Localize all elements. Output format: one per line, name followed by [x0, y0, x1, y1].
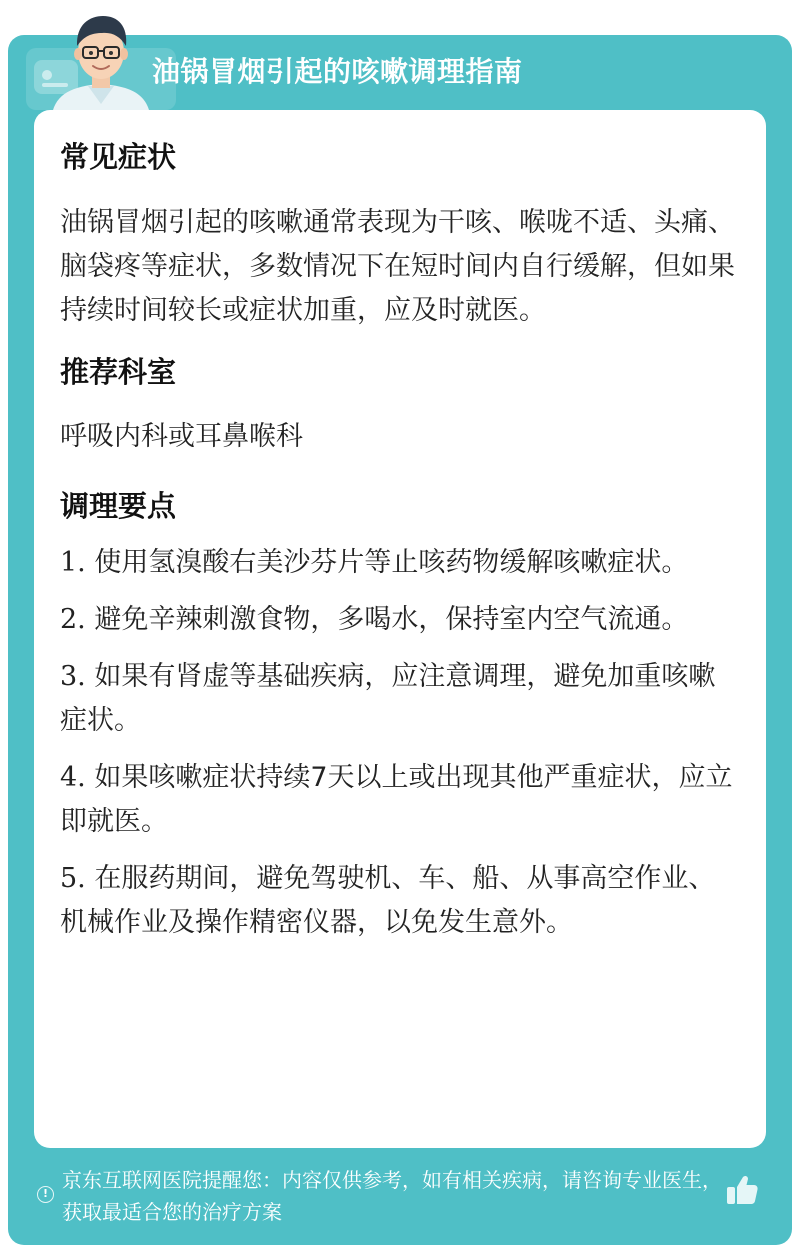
page-title: 油锅冒烟引起的咳嗽调理指南 — [152, 55, 523, 88]
symptoms-text: 油锅冒烟引起的咳嗽通常表现为干咳、喉咙不适、头痛、脑袋疼等症状，多数情况下在短时间内自行缓解，但如果持续时间较长或症状加重，应及时就医。 — [60, 207, 735, 326]
list-item — [60, 857, 740, 945]
list-item — [60, 598, 740, 642]
list-item-number: 5. — [60, 863, 86, 894]
list-item-text: 如果咳嗽症状持续7天以上或出现其他严重症状，应立即就医。 — [60, 762, 733, 837]
care-heading: 调理要点 — [60, 489, 177, 523]
list-item-text: 在服药期间，避免驾驶机、车、船、从事高空作业、机械作业及操作精密仪器，以免发生意外。 — [60, 863, 716, 938]
symptoms-heading: 常见症状 — [60, 140, 177, 174]
info-icon: ! — [37, 1186, 54, 1203]
disclaimer-text: 京东互联网医院提醒您：内容仅供参考，如有相关疾病，请咨询专业医生，获取最适合您的治疗方案 — [62, 1168, 722, 1224]
list-item — [60, 655, 740, 743]
list-item-number: 1. — [60, 547, 86, 578]
thumbs-up-icon[interactable] — [724, 1172, 760, 1208]
list-item — [60, 541, 740, 585]
list-item-text: 如果有肾虚等基础疾病，应注意调理，避免加重咳嗽症状。 — [60, 661, 716, 736]
list-item-text: 使用氢溴酸右美沙芬片等止咳药物缓解咳嗽症状。 — [94, 547, 689, 578]
list-item — [60, 756, 740, 844]
doctor-avatar-icon — [48, 6, 154, 114]
care-list — [60, 541, 740, 945]
list-item-text: 避免辛辣刺激食物，多喝水，保持室内空气流通。 — [94, 604, 689, 635]
content-card — [34, 110, 766, 1148]
list-item-number: 2. — [60, 604, 86, 635]
list-item-number: 4. — [60, 762, 86, 793]
department-text: 呼吸内科或耳鼻喉科 — [60, 421, 303, 452]
department-heading: 推荐科室 — [60, 355, 177, 389]
list-item-number: 3. — [60, 661, 86, 692]
